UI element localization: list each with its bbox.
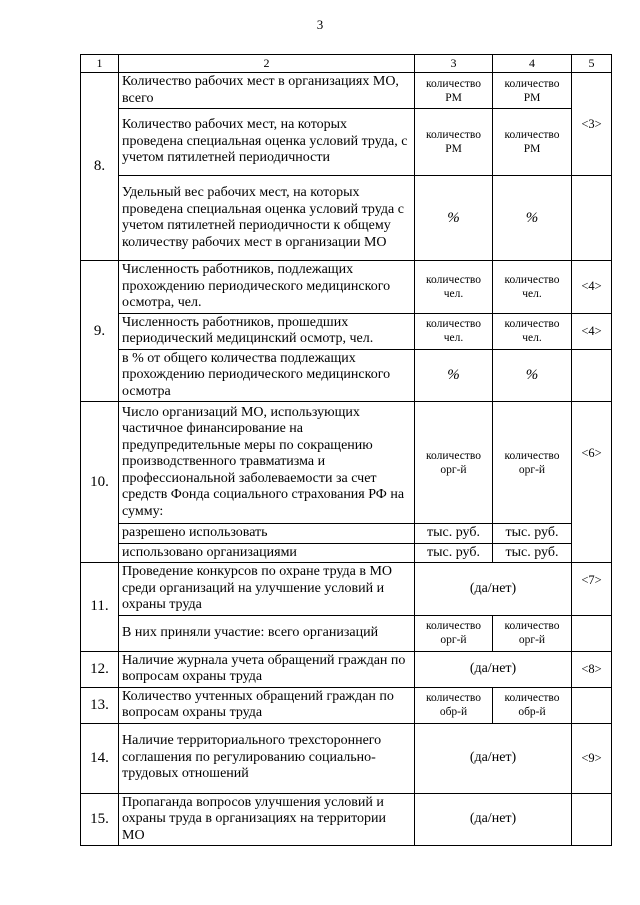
unit-cell: % <box>415 176 493 261</box>
unit-cell: количество РМ <box>415 109 493 176</box>
unit-cell: количество орг-й <box>493 615 572 651</box>
item-description: Наличие территориального трехстороннего соглашения по регулированию социально-трудовых отношений <box>119 723 415 793</box>
item-description: использовано организациями <box>119 543 415 563</box>
item-number: 15. <box>81 793 119 846</box>
unit-cell: количество орг-й <box>493 402 572 524</box>
item-description: Проведение конкурсов по охране труда в МО среди организаций на улучшение условий и охраны труда <box>119 563 415 616</box>
unit-cell: % <box>493 176 572 261</box>
column-header: 3 <box>415 55 493 73</box>
footnote-ref: <6> <box>572 402 612 563</box>
item-description: разрешено использовать <box>119 524 415 544</box>
unit-cell: количество РМ <box>493 73 572 109</box>
unit-cell: количество чел. <box>415 313 493 349</box>
unit-cell: количество РМ <box>493 109 572 176</box>
item-description: Численность работников, прошедших периодический медицинский осмотр, чел. <box>119 313 415 349</box>
empty-cell <box>572 615 612 651</box>
table-row <box>81 793 612 846</box>
page-number: 3 <box>316 17 324 32</box>
table-row <box>81 563 612 616</box>
unit-cell: количество обр-й <box>415 687 493 723</box>
column-header: 4 <box>493 55 572 73</box>
item-description: Количество рабочих мест, на которых проведена специальная оценка условий труда, с учетом пятилетней периодичности <box>119 109 415 176</box>
unit-cell: количество чел. <box>493 261 572 314</box>
item-description: Наличие журнала учета обращений граждан по вопросам охраны труда <box>119 651 415 687</box>
footnote-ref: <4> <box>572 261 612 314</box>
table-row <box>81 524 612 544</box>
item-description: В них приняли участие: всего организаций <box>119 615 415 651</box>
unit-cell: % <box>415 349 493 402</box>
footnote-ref: <7> <box>572 563 612 616</box>
table-row <box>81 651 612 687</box>
table-row <box>81 543 612 563</box>
unit-cell: % <box>493 349 572 402</box>
yes-no-cell: (да/нет) <box>415 651 572 687</box>
item-description: Численность работников, подлежащих прохождению периодического медицинского осмотра, чел. <box>119 261 415 314</box>
empty-cell <box>572 687 612 723</box>
footnote-ref: <9> <box>572 723 612 793</box>
table-row <box>81 109 612 176</box>
report-table <box>80 54 612 846</box>
item-description: Число организаций МО, использующих частичное финансирование на предупредительные меры по сокращению производственного травматизма и профессиональной заболеваемости за счет средств Фонда социального страхования РФ на сумму: <box>119 402 415 524</box>
table-row <box>81 687 612 723</box>
unit-cell: тыс. руб. <box>415 524 493 544</box>
unit-cell: количество РМ <box>415 73 493 109</box>
item-description: Количество рабочих мест в организациях МО, всего <box>119 73 415 109</box>
column-header: 5 <box>572 55 612 73</box>
item-number: 13. <box>81 687 119 723</box>
table-row <box>81 261 612 314</box>
footnote-ref: <4> <box>572 313 612 349</box>
footnote-ref: <3> <box>572 73 612 176</box>
item-number: 12. <box>81 651 119 687</box>
column-header: 1 <box>81 55 119 73</box>
item-description: Пропаганда вопросов улучшения условий и охраны труда в организациях на территории МО <box>119 793 415 846</box>
column-number-row <box>81 55 612 73</box>
table-row <box>81 723 612 793</box>
table-row <box>81 615 612 651</box>
unit-cell: количество орг-й <box>415 402 493 524</box>
unit-cell: количество орг-й <box>415 615 493 651</box>
item-description: Количество учтенных обращений граждан по вопросам охраны труда <box>119 687 415 723</box>
yes-no-cell: (да/нет) <box>415 563 572 616</box>
unit-cell: тыс. руб. <box>493 543 572 563</box>
unit-cell: тыс. руб. <box>493 524 572 544</box>
empty-cell <box>572 349 612 402</box>
column-header: 2 <box>119 55 415 73</box>
table-row <box>81 176 612 261</box>
yes-no-cell: (да/нет) <box>415 793 572 846</box>
yes-no-cell: (да/нет) <box>415 723 572 793</box>
empty-cell <box>572 793 612 846</box>
table-row <box>81 313 612 349</box>
unit-cell: количество чел. <box>493 313 572 349</box>
item-description: в % от общего количества подлежащих прохождению периодического медицинского осмотра <box>119 349 415 402</box>
table-row <box>81 73 612 109</box>
item-number: 10. <box>81 402 119 563</box>
table-row <box>81 402 612 524</box>
unit-cell: тыс. руб. <box>415 543 493 563</box>
item-number: 8. <box>81 73 119 261</box>
unit-cell: количество обр-й <box>493 687 572 723</box>
table-row <box>81 349 612 402</box>
unit-cell: количество чел. <box>415 261 493 314</box>
item-number: 11. <box>81 563 119 652</box>
item-description: Удельный вес рабочих мест, на которых проведена специальная оценка условий труда с учетом пятилетней периодичности к общему количеству рабочих мест в организации МО <box>119 176 415 261</box>
item-number: 14. <box>81 723 119 793</box>
empty-cell <box>572 176 612 261</box>
item-number: 9. <box>81 261 119 402</box>
footnote-ref: <8> <box>572 651 612 687</box>
